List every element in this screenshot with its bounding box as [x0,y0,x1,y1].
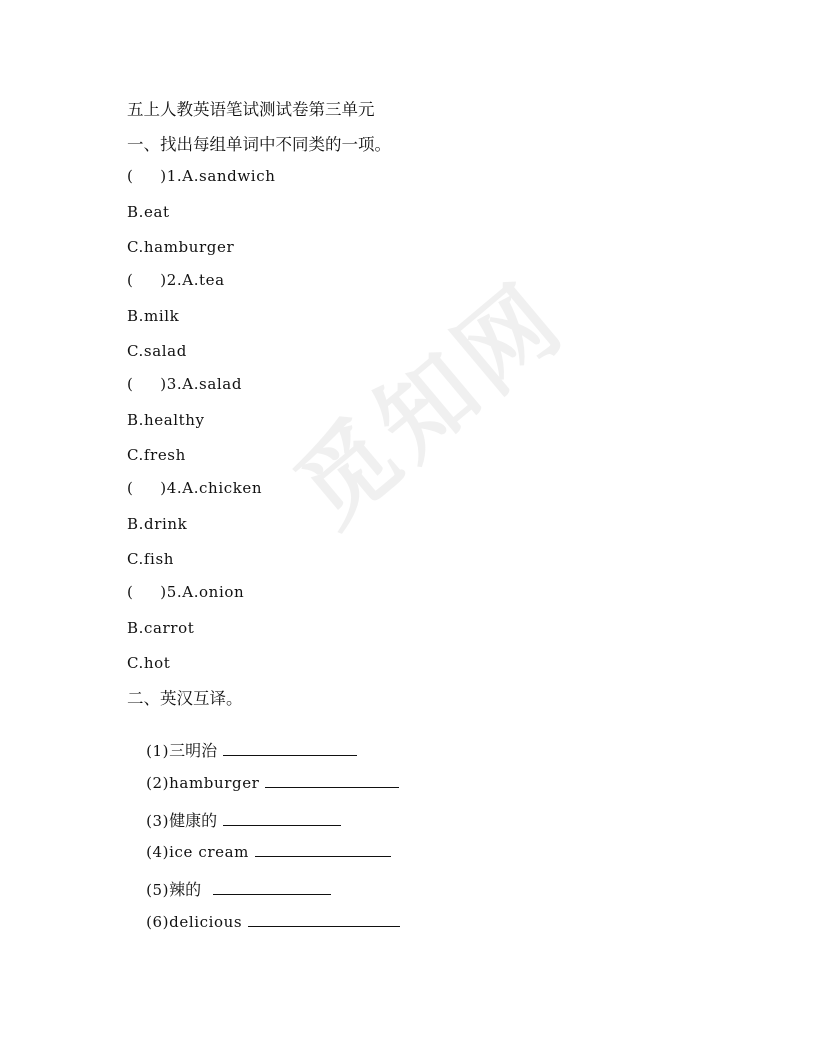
item-text: ice cream [169,843,249,861]
item-text: delicious [169,913,243,931]
question-2-option-a: ( )2.A.tea [127,271,225,289]
question-2-option-b: B.milk [127,307,180,325]
question-5-option-b: B.carrot [127,619,195,637]
question-2-option-c: C.salad [127,342,187,360]
question-1-option-a: ( )1.A.sandwich [127,167,276,185]
watermark: 觅知网 [275,261,587,548]
question-1-option-c: C.hamburger [127,238,235,256]
answer-blank[interactable] [248,912,400,927]
question-3-option-b: B.healthy [127,411,205,429]
item-number: (4) [146,843,170,861]
question-5-option-c: C.hot [127,654,171,672]
question-1-option-b: B.eat [127,203,170,221]
item-text: hamburger [169,774,260,792]
answer-blank[interactable] [255,842,391,857]
item-text: 三明治 [169,741,218,760]
section-1-heading: 一、找出每组单词中不同类的一项。 [127,135,391,154]
item-number: (1) [146,742,170,760]
item-text: 健康的 [169,811,218,830]
question-4-option-b: B.drink [127,515,188,533]
item-number: (6) [146,913,170,931]
question-3-option-c: C.fresh [127,446,186,464]
item-number: (5) [146,881,170,899]
item-number: (3) [146,812,170,830]
answer-blank[interactable] [265,773,399,788]
answer-blank[interactable] [213,880,331,895]
document-title: 五上人教英语笔试测试卷第三单元 [127,100,375,119]
answer-blank[interactable] [223,741,357,756]
section-2-heading: 二、英汉互译。 [127,689,243,708]
translation-item-6 [127,894,400,949]
item-text: 辣的 [169,880,202,899]
question-4-option-a: ( )4.A.chicken [127,479,263,497]
question-5-option-a: ( )5.A.onion [127,583,245,601]
question-4-option-c: C.fish [127,550,175,568]
question-3-option-a: ( )3.A.salad [127,375,243,393]
item-number: (2) [146,774,170,792]
